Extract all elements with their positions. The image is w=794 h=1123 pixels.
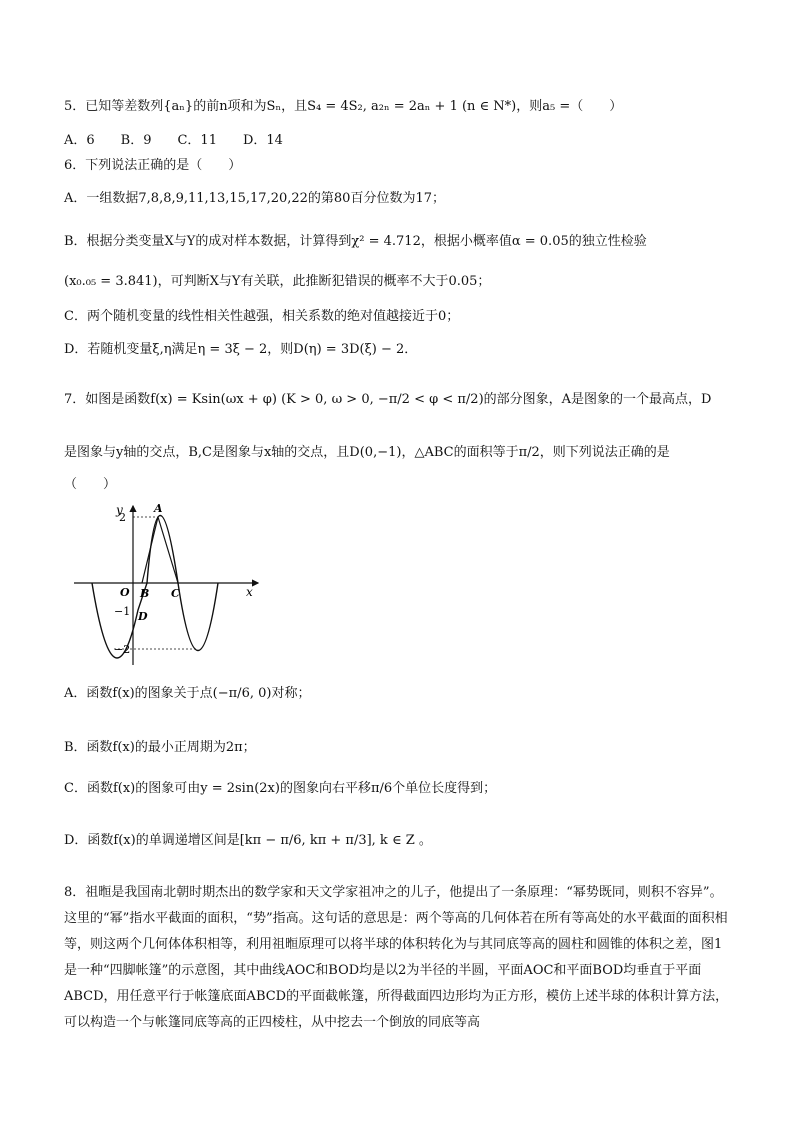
q5-options: A．6 B．9 C．11 D．14 <box>64 133 283 148</box>
y-axis-label: y <box>116 503 123 517</box>
tick-minus-2: −2 <box>114 643 131 656</box>
label-a: A <box>154 502 163 515</box>
sine-curve <box>92 516 218 659</box>
tick-minus-1: −1 <box>114 605 131 618</box>
label-o: O <box>120 586 130 599</box>
x-axis-label: x <box>246 585 253 599</box>
q7-option-d: D．函数f(x)的单调递增区间是[kπ − π/6, kπ + π/3], k ∈ Z 。 <box>64 833 432 848</box>
label-d: D <box>138 610 148 623</box>
line-ab <box>142 517 158 583</box>
q7-stem-line2: 是图象与y轴的交点，B,C是图象与x轴的交点，且D(0,−1)，△ABC的面积等于π/2，则下列说法正确的是 <box>64 445 670 460</box>
q6-option-d: D．若随机变量ξ,η满足η = 3ξ − 2，则D(η) = 3D(ξ) − 2． <box>64 342 418 357</box>
q8-text: 8．祖暅是我国南北朝时期杰出的数学家和天文学家祖冲之的儿子，他提出了一条原理：“幂势既同，则积不容异”。这里的“幂”指水平截面的面积，“势”指高。这句话的意思是：两个等高的几何体若在所有等高处的水平截面的面积相等，则这两个几何体体积相等，利用祖暅原理可以将半球的体积转化为与其同底等高的圆柱和圆锥的体积之差，图1是一种“四脚帐篷”的示意图，其中曲线AOC和BOD均是以2为半径的半圆，平面AOC和平面BOD均垂直于平面ABCD，用任意平行于帐篷底面ABCD的平面截帐篷，所得截面四边形均为正方形，模仿上述半球的体积计算方法，可以构造一个与帐篷同底等高的正四棱柱，从中挖去一个倒放的同底等高 <box>64 885 729 1030</box>
tick-2: 2 <box>119 511 126 524</box>
q6-option-a: A．一组数据7,8,8,9,11,13,15,17,20,22的第80百分位数为17； <box>64 191 445 206</box>
q7-option-c: C．函数f(x)的图象可由y = 2sin(2x)的图象向右平移π/6个单位长度得到； <box>64 781 497 796</box>
q7-stem-line1: 7．如图是函数f(x) = Ksin(ωx + φ) (K > 0, ω > 0, −π/2 < φ < π/2)的部分图象，A是图象的一个最高点，D <box>64 392 712 407</box>
label-b: B <box>140 587 150 600</box>
q7-option-a: A．函数f(x)的图象关于点(−π/6, 0)对称； <box>64 686 311 701</box>
q5-stem: 5．已知等差数列{aₙ}的前n项和为Sₙ，且S₄ = 4S₂, a₂ₙ = 2aₙ + 1 (n ∈ N*)，则a₅ =（ ） <box>64 99 623 114</box>
q6-option-b-line1: B．根据分类变量X与Y的成对样本数据，计算得到χ² = 4.712，根据小概率值α = 0.05的独立性检验 <box>64 234 647 249</box>
sine-graph <box>70 500 270 670</box>
q6-stem: 6．下列说法正确的是（ ） <box>64 158 242 173</box>
line-ac <box>158 517 178 583</box>
q6-option-c: C．两个随机变量的线性相关性越强，相关系数的绝对值越接近于0； <box>64 309 460 324</box>
q7-option-b: B．函数f(x)的最小正周期为2π； <box>64 740 256 755</box>
sine-graph-figure <box>70 500 270 670</box>
label-c: C <box>171 587 180 600</box>
q7-stem-line3: （ ） <box>64 477 117 492</box>
q6-option-b-line2: (x₀.₀₅ = 3.841)，可判断X与Y有关联，此推断犯错误的概率不大于0.05； <box>64 274 491 289</box>
